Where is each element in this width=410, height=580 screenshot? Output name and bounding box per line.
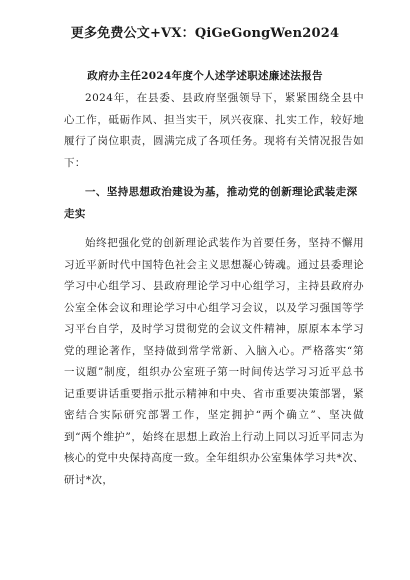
intro-paragraph: 2024年，在县委、县政府坚强领导下，紧紧围绕全县中心工作，砥砺作风、担当实干，夙兴夜寐、扎实工作，较好地履行了岗位职责，圆满完成了各项任务。现将有关情况报告如下： [64,92,364,169]
promo-banner: 更多免费公文+VX：QiGeGongWen2024 [70,26,340,41]
document-body [64,88,364,491]
section-1-heading: 一、坚持思想政治建设为基，推动党的创新理论武装走深走实 [64,186,358,220]
section-1-paragraph: 始终把强化党的创新理论武装作为首要任务，坚持不懈用习近平新时代中国特色社会主义思想凝心铸魂。通过县委理论学习中心组学习、县政府理论学习中心组学习，主持县政府办公室全体会议和理论学习中心组学习会议，以及学习强国等学习平台自学，及时学习贯彻党的会议文件精神，原原本本学习党的理论著作，坚持做到常学常新、入脑入心。严格落实“第一议题”制度，组织办公室班子第一时间传达学习习近平总书记重要讲话重要指示批示精神和中央、省市重要决策部署，紧密结合实际研究部署工作，坚定拥护“两个确立”、坚决做到“两个维护”，始终在思想上政治上行动上同以习近平同志为核心的党中央保持高度一致。全年组织办公室集体学习共*次、研讨*次， [64,237,364,486]
document-title: 政府办主任2024年度个人述学述职述廉述法报告 [87,70,323,82]
